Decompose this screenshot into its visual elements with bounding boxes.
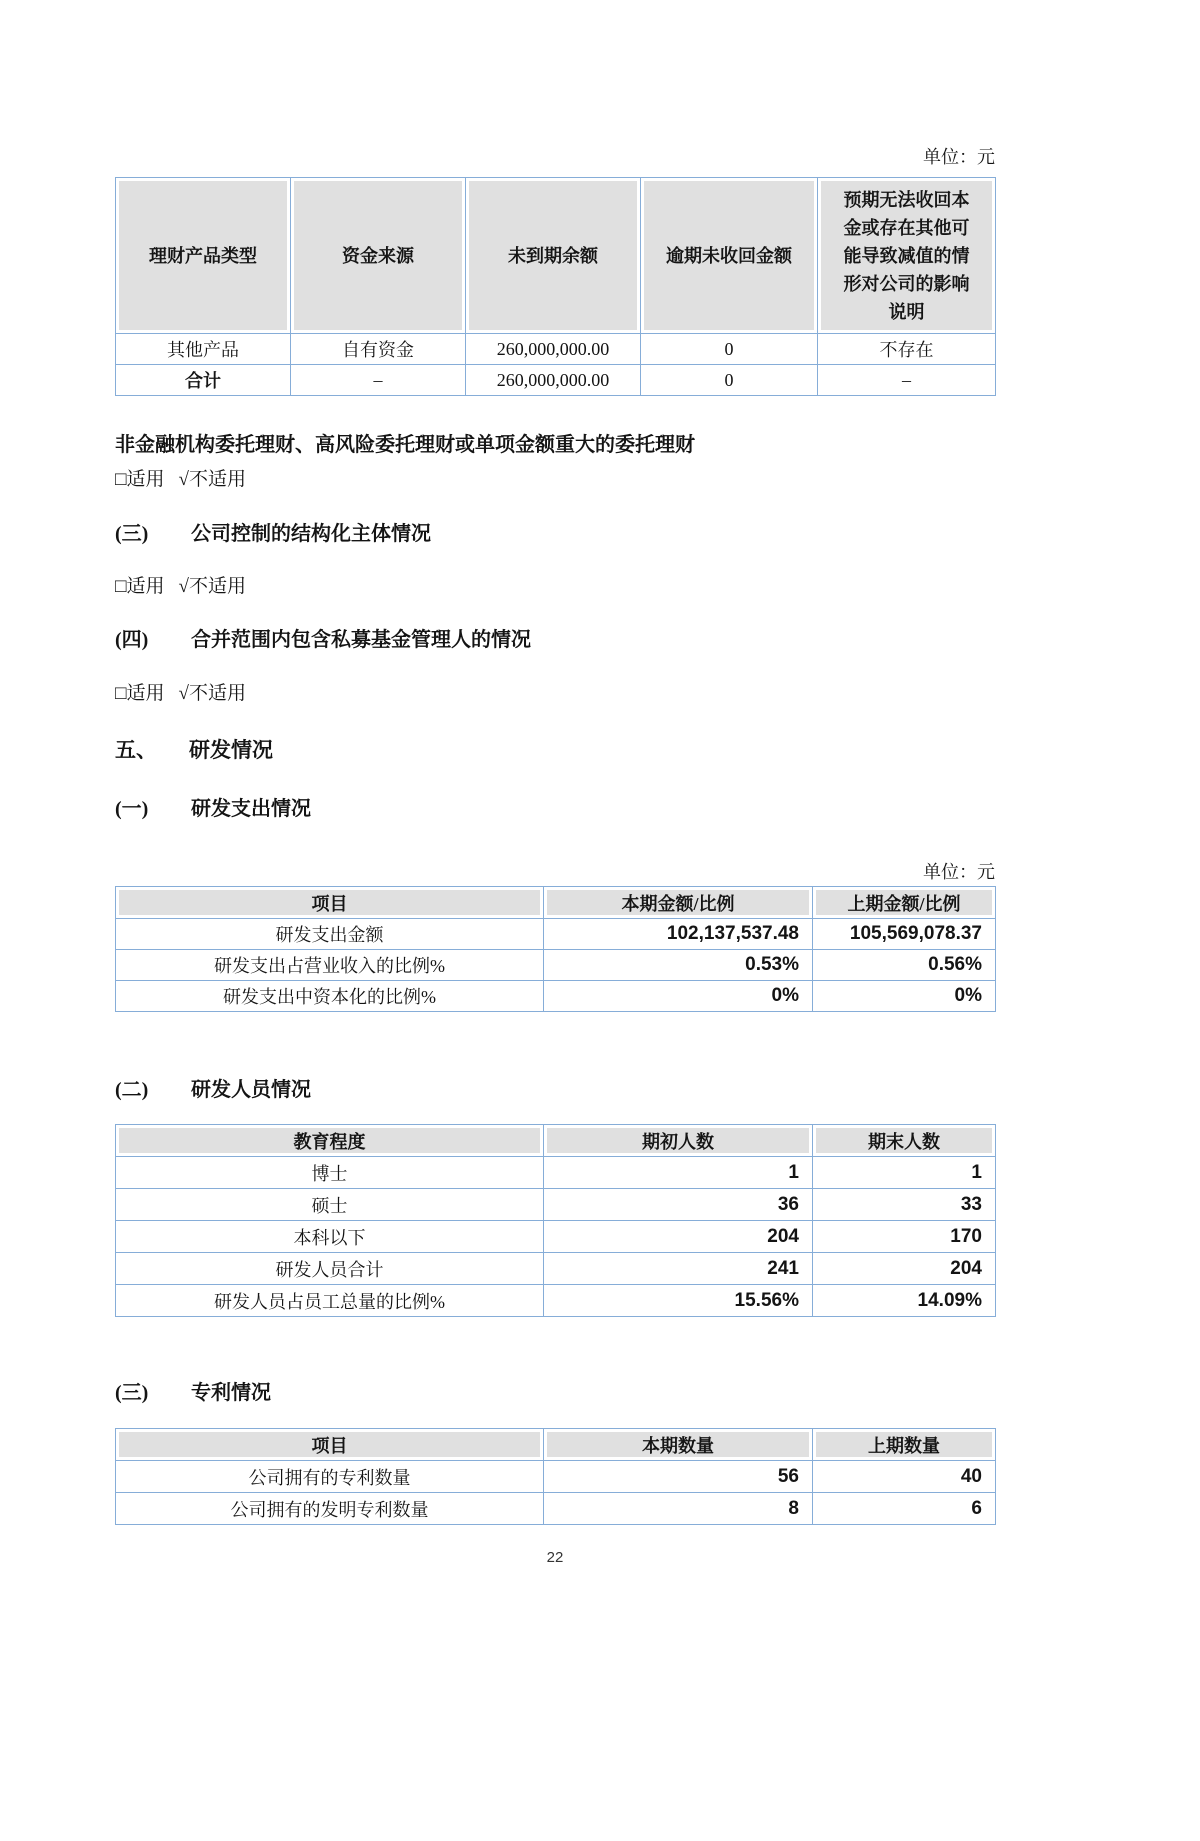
table-cell: 170 — [813, 1221, 996, 1253]
entrust-note-heading: 非金融机构委托理财、高风险委托理财或单项金额重大的委托理财 — [115, 434, 695, 456]
checkmark-icon: √ — [178, 576, 189, 597]
table-row — [116, 1253, 996, 1285]
not-applicable-label: 不适用 — [188, 469, 246, 490]
column-header: 本期数量 — [544, 1429, 813, 1461]
section-heading-5-2 — [115, 1077, 995, 1103]
table-row — [116, 1461, 996, 1493]
column-header: 期末人数 — [813, 1125, 996, 1157]
table-cell: 0 — [641, 334, 818, 365]
table-cell: 105,569,078.37 — [813, 919, 996, 950]
applicable-label: 适用 — [126, 469, 165, 490]
checkbox-icon: □ — [115, 576, 127, 597]
section-heading-5 — [115, 736, 995, 764]
table-cell: – — [291, 365, 466, 396]
not-applicable-label: 不适用 — [188, 683, 246, 704]
section-title: 合并范围内包含私募基金管理人的情况 — [191, 629, 531, 651]
table-row — [116, 1221, 996, 1253]
table-row — [116, 981, 996, 1012]
table-cell: 40 — [813, 1461, 996, 1493]
table-cell: 241 — [544, 1253, 813, 1285]
table-cell: – — [818, 365, 996, 396]
table-cell: 260,000,000.00 — [466, 334, 641, 365]
table-cell: 1 — [813, 1157, 996, 1189]
table-header-row — [116, 1125, 996, 1157]
section-title: 公司控制的结构化主体情况 — [191, 523, 431, 545]
table-cell: 36 — [544, 1189, 813, 1221]
applicability-line — [115, 468, 995, 492]
section-title: 研发支出情况 — [191, 798, 311, 820]
table-cell: 自有资金 — [291, 334, 466, 365]
section-number: 五、 — [115, 738, 157, 762]
table-cell: 33 — [813, 1189, 996, 1221]
column-header: 项目 — [116, 887, 544, 919]
section-number: (二) — [115, 1079, 149, 1101]
column-header: 本期金额/比例 — [544, 887, 813, 919]
table-cell: 1 — [544, 1157, 813, 1189]
applicable-label: 适用 — [126, 683, 165, 704]
table-row — [116, 1189, 996, 1221]
table-row — [116, 919, 996, 950]
section-title: 专利情况 — [191, 1382, 271, 1404]
table-cell: 研发人员占员工总量的比例% — [116, 1285, 544, 1317]
table-header-row — [116, 887, 996, 919]
unit-label-rd: 单位：元 — [923, 862, 995, 882]
table-cell: 102,137,537.48 — [544, 919, 813, 950]
checkmark-icon: √ — [178, 469, 189, 490]
table-row — [116, 950, 996, 981]
section-title: 研发人员情况 — [191, 1079, 311, 1101]
checkbox-icon: □ — [115, 683, 127, 704]
column-header: 项目 — [116, 1429, 544, 1461]
unit-label-top: 单位：元 — [923, 147, 995, 167]
table-total-row — [116, 365, 996, 396]
section-title: 研发情况 — [189, 738, 273, 762]
table-cell: 204 — [544, 1221, 813, 1253]
checkmark-icon: √ — [178, 683, 189, 704]
section-number: (四) — [115, 629, 149, 651]
table-cell: 公司拥有的专利数量 — [116, 1461, 544, 1493]
column-header: 未到期余额 — [466, 178, 641, 334]
table-row — [116, 1493, 996, 1525]
table-cell: 研发人员合计 — [116, 1253, 544, 1285]
table-header-row — [116, 1429, 996, 1461]
rd-expense-table — [115, 886, 996, 1012]
page-content — [115, 146, 995, 1568]
table-cell: 公司拥有的发明专利数量 — [116, 1493, 544, 1525]
column-header: 资金来源 — [291, 178, 466, 334]
section-number: (三) — [115, 523, 149, 545]
table-cell: 合计 — [116, 365, 291, 396]
table-row — [116, 1157, 996, 1189]
table-cell: 14.09% — [813, 1285, 996, 1317]
table-cell: 8 — [544, 1493, 813, 1525]
column-header: 预期无法收回本金或存在其他可能导致减值的情形对公司的影响说明 — [818, 178, 996, 334]
table-cell: 260,000,000.00 — [466, 365, 641, 396]
table-cell: 0 — [641, 365, 818, 396]
table-cell: 不存在 — [818, 334, 996, 365]
table-cell: 0.53% — [544, 950, 813, 981]
not-applicable-label: 不适用 — [188, 576, 246, 597]
checkbox-icon: □ — [115, 469, 127, 490]
table-cell: 本科以下 — [116, 1221, 544, 1253]
section-heading-4 — [115, 627, 995, 653]
wealth-management-table — [115, 177, 996, 396]
applicable-label: 适用 — [126, 576, 165, 597]
table-cell: 15.56% — [544, 1285, 813, 1317]
table-row — [116, 334, 996, 365]
table-cell: 204 — [813, 1253, 996, 1285]
table-cell: 研发支出中资本化的比例% — [116, 981, 544, 1012]
table-header-row — [116, 178, 996, 334]
section-heading-3 — [115, 521, 995, 547]
table-cell: 研发支出金额 — [116, 919, 544, 950]
table-cell: 硕士 — [116, 1189, 544, 1221]
section-heading-5-1 — [115, 796, 995, 822]
rd-staff-table — [115, 1124, 996, 1317]
table-row — [116, 1285, 996, 1317]
patent-table — [115, 1428, 996, 1525]
table-cell: 研发支出占营业收入的比例% — [116, 950, 544, 981]
table-cell: 博士 — [116, 1157, 544, 1189]
column-header: 逾期未收回金额 — [641, 178, 818, 334]
column-header: 上期金额/比例 — [813, 887, 996, 919]
table-cell: 6 — [813, 1493, 996, 1525]
page-number: 22 — [546, 1549, 564, 1566]
table-cell: 0.56% — [813, 950, 996, 981]
section-heading-5-3 — [115, 1380, 995, 1406]
table-cell: 56 — [544, 1461, 813, 1493]
table-cell: 其他产品 — [116, 334, 291, 365]
applicability-line — [115, 682, 995, 706]
column-header: 上期数量 — [813, 1429, 996, 1461]
column-header: 教育程度 — [116, 1125, 544, 1157]
section-number: (一) — [115, 798, 149, 820]
applicability-line — [115, 575, 995, 599]
section-number: (三) — [115, 1382, 149, 1404]
column-header: 期初人数 — [544, 1125, 813, 1157]
column-header: 理财产品类型 — [116, 178, 291, 334]
table-cell: 0% — [813, 981, 996, 1012]
table-cell: 0% — [544, 981, 813, 1012]
